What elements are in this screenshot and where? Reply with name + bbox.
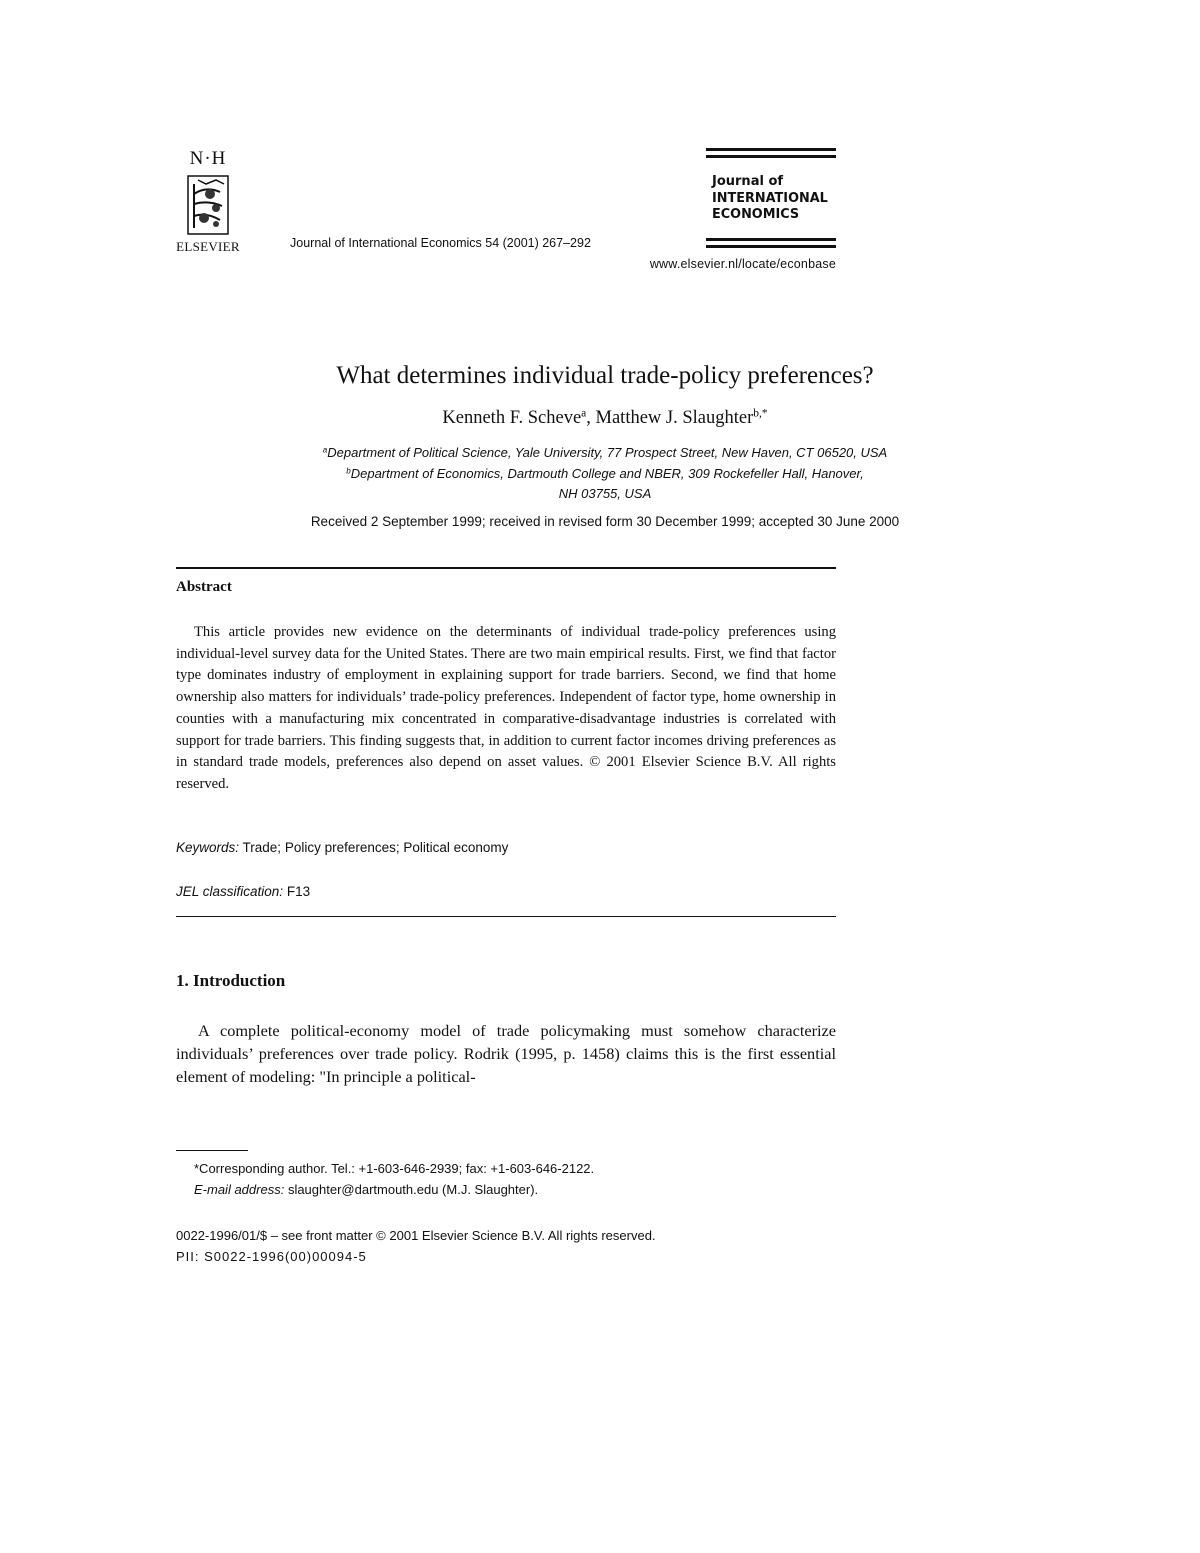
author-name: Kenneth F. Scheve <box>442 408 582 428</box>
abstract-heading: Abstract <box>176 579 232 595</box>
abstract-text: This article provides new evidence on the determinants of individual trade-policy preferences using individual-level survey data for the United States. There are two main empirical results. First, we find that factor type dominates industry of employment in explaining support for trade barriers. Second, we find that home ownership also matters for individuals’ trade-policy preferences. Independent of factor type, home ownership in counties with a manufacturing mix concentrated in comparative-disadvantage industries is correlated with support for trade barriers. This finding suggests that, in addition to current factor incomes driving preferences as in standard trade models, preferences also depend on asset values. © 2001 Elsevier Science B.V. All rights reserved. <box>176 624 836 792</box>
jel-classification <box>176 884 310 899</box>
author-name: Matthew J. Slaughter <box>595 408 754 428</box>
article-title: What determines individual trade-policy preferences? <box>336 362 874 389</box>
affiliation-text: Department of Economics, Dartmouth College and NBER, 309 Rockefeller Hall, Hanover, <box>350 466 864 481</box>
email-footnote <box>194 1182 538 1197</box>
author-mark: b,* <box>753 407 768 420</box>
affiliation-text: Department of Political Science, Yale University, 77 Prospect Street, New Haven, CT 06520, USA <box>327 445 888 460</box>
author-separator: , <box>586 408 596 428</box>
jel-value: F13 <box>286 884 311 899</box>
keywords-label: Keywords: <box>176 840 240 855</box>
journal-url[interactable]: www.elsevier.nl/locate/econbase <box>649 257 836 271</box>
affiliation-mark: a <box>322 445 328 455</box>
author-mark: a <box>581 407 587 420</box>
journal-citation: Journal of International Economics 54 (2001) 267–292 <box>290 236 591 250</box>
brand-line: Journal of <box>712 174 784 189</box>
received-dates: Received 2 September 1999; received in revised form 30 December 1999; accepted 30 June 2000 <box>310 514 900 529</box>
footnote-rule <box>176 1150 248 1151</box>
affiliation-mark: b <box>346 466 351 476</box>
email-label: E-mail address: <box>194 1182 285 1197</box>
abstract-top-rule <box>176 567 836 569</box>
keywords-value: Trade; Policy preferences; Political economy <box>242 840 509 855</box>
brand-rule <box>706 238 836 241</box>
brand-line: ECONOMICS <box>712 206 800 222</box>
front-matter-line: 0022-1996/01/$ – see front matter © 2001 Elsevier Science B.V. All rights reserved. <box>176 1228 656 1243</box>
brand-line: INTERNATIONAL <box>712 190 828 206</box>
affiliation <box>100 445 1110 460</box>
abstract-bottom-rule <box>176 916 836 917</box>
section-heading: 1. Introduction <box>176 971 286 990</box>
author-list <box>100 408 1110 429</box>
jel-label: JEL classification: <box>176 884 284 899</box>
brand-rule <box>706 148 836 151</box>
journal-brand <box>712 174 836 222</box>
corresponding-footnote: *Corresponding author. Tel.: +1-603-646-2939; fax: +1-603-646-2122. <box>194 1161 595 1176</box>
email-address[interactable]: slaughter@dartmouth.edu (M.J. Slaughter). <box>287 1182 539 1197</box>
publisher-name: ELSEVIER <box>176 239 240 254</box>
keywords <box>176 840 508 855</box>
elsevier-logo <box>168 148 248 258</box>
affiliation <box>100 466 1110 481</box>
logo-mark: N·H <box>189 148 227 169</box>
brand-rule <box>706 155 836 158</box>
affiliation-continuation: NH 03755, USA <box>558 486 652 501</box>
pii-line: PII: S0022-1996(00)00094-5 <box>176 1249 367 1264</box>
brand-rule <box>706 245 836 248</box>
intro-paragraph: A complete political-economy model of trade policymaking must somehow characterize individuals’ preferences over trade policy. Rodrik (1995, p. 1458) claims this is the first essential element of modeling: "In principle a political- <box>176 1021 836 1086</box>
elsevier-tree-icon <box>186 174 230 236</box>
